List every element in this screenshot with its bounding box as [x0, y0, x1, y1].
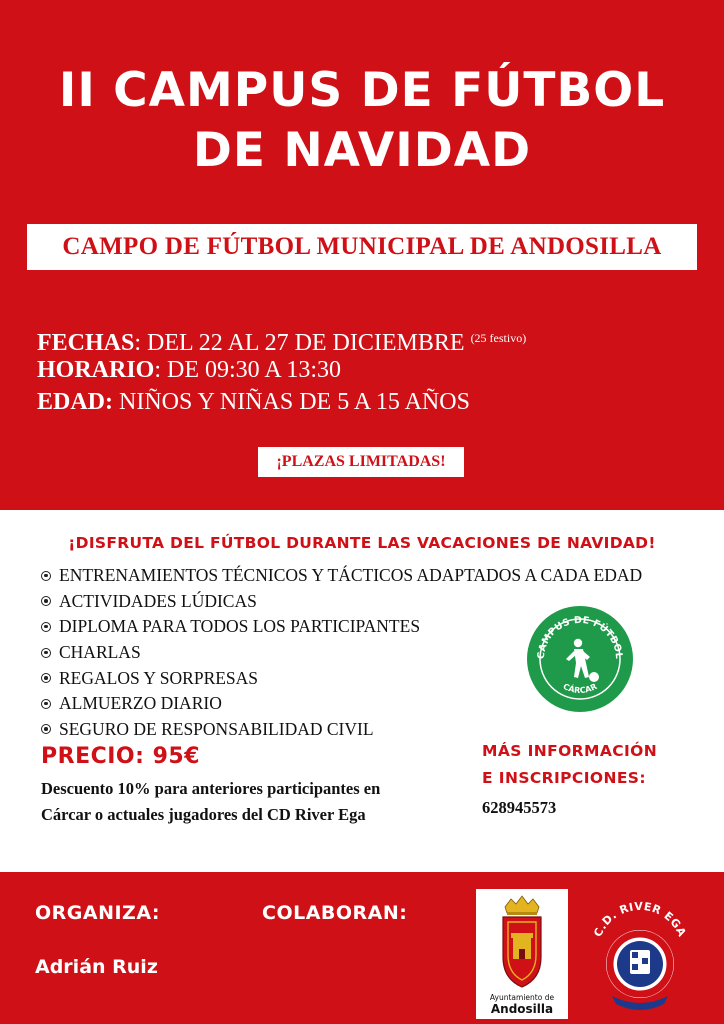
- andosilla-crest-icon: [497, 893, 547, 991]
- list-item: ALMUERZO DIARIO: [41, 691, 642, 717]
- age-value: NIÑOS Y NIÑAS DE 5 A 15 AÑOS: [113, 389, 470, 415]
- dates-value: : DEL 22 AL 27 DE DICIEMBRE: [134, 330, 465, 356]
- soccer-ball-icon: [41, 699, 51, 709]
- age-label: EDAD:: [37, 389, 113, 415]
- hours-label: HORARIO: [37, 357, 155, 383]
- phone-number: 628945573: [482, 798, 557, 817]
- footer-section: [0, 872, 724, 1024]
- limited-places-badge: [258, 447, 464, 477]
- hours-row: [37, 354, 341, 386]
- river-ega-logo-icon: [582, 892, 698, 1020]
- more-info-line-2: E INSCRIPCIONES:: [482, 769, 646, 787]
- header-section: [0, 0, 724, 510]
- more-info-heading: [482, 738, 657, 792]
- age-row: [37, 386, 470, 418]
- limited-places-text: ¡PLAZAS LIMITADAS!: [276, 453, 446, 470]
- title-line-1: II CAMPUS DE FÚTBOL: [58, 63, 666, 118]
- list-item: ACTIVIDADES LÚDICAS: [41, 589, 642, 615]
- soccer-ball-icon: [41, 673, 51, 683]
- dates-label: FECHAS: [37, 330, 135, 356]
- list-item: SEGURO DE RESPONSABILIDAD CIVIL: [41, 717, 642, 743]
- soccer-ball-icon: [41, 724, 51, 734]
- price: PRECIO: 95€: [41, 744, 201, 769]
- discount-text: Descuento 10% para anteriores participantes en Cárcar o actuales jugadores del CD River Ega: [41, 779, 381, 824]
- title-line-2: DE NAVIDAD: [192, 123, 532, 178]
- andosilla-crest-card: [476, 889, 568, 1019]
- crest-caption-2: Andosilla: [490, 1002, 554, 1016]
- enjoy-headline: ¡DISFRUTA DEL FÚTBOL DURANTE LAS VACACIONES DE NAVIDAD!: [68, 534, 656, 552]
- campus-logo-bottom-text: CÁRCAR: [561, 681, 599, 696]
- organizer-name: Adrián Ruiz: [35, 956, 158, 978]
- more-info-line-1: MÁS INFORMACIÓN: [482, 742, 658, 760]
- dates-note: (25 festivo): [470, 331, 527, 345]
- soccer-ball-icon: [41, 571, 51, 581]
- venue-text: CAMPO DE FÚTBOL MUNICIPAL DE ANDOSILLA: [62, 233, 662, 260]
- soccer-ball-icon: [41, 622, 51, 632]
- list-item: ENTRENAMIENTOS TÉCNICOS Y TÁCTICOS ADAPTADOS A CADA EDAD: [41, 563, 642, 589]
- organiza-label: ORGANIZA:: [35, 902, 160, 924]
- river-logo-text: C.D. RIVER EGA: [591, 899, 689, 939]
- campus-logo-top-text: CAMPUS DE FÚTBOL: [535, 614, 625, 660]
- list-item: REGALOS Y SORPRESAS: [41, 665, 642, 691]
- list-item: DIPLOMA PARA TODOS LOS PARTICIPANTES: [41, 614, 642, 640]
- list-item: CHARLAS: [41, 640, 642, 666]
- soccer-ball-icon: [41, 648, 51, 658]
- campus-logo-icon: [526, 605, 634, 713]
- soccer-ball-icon: [41, 596, 51, 606]
- hours-value: : DE 09:30 A 13:30: [154, 357, 342, 383]
- venue-banner: [27, 224, 697, 270]
- crest-caption-1: Ayuntamiento de: [489, 993, 555, 1002]
- colaboran-label: COLABORAN:: [262, 902, 408, 924]
